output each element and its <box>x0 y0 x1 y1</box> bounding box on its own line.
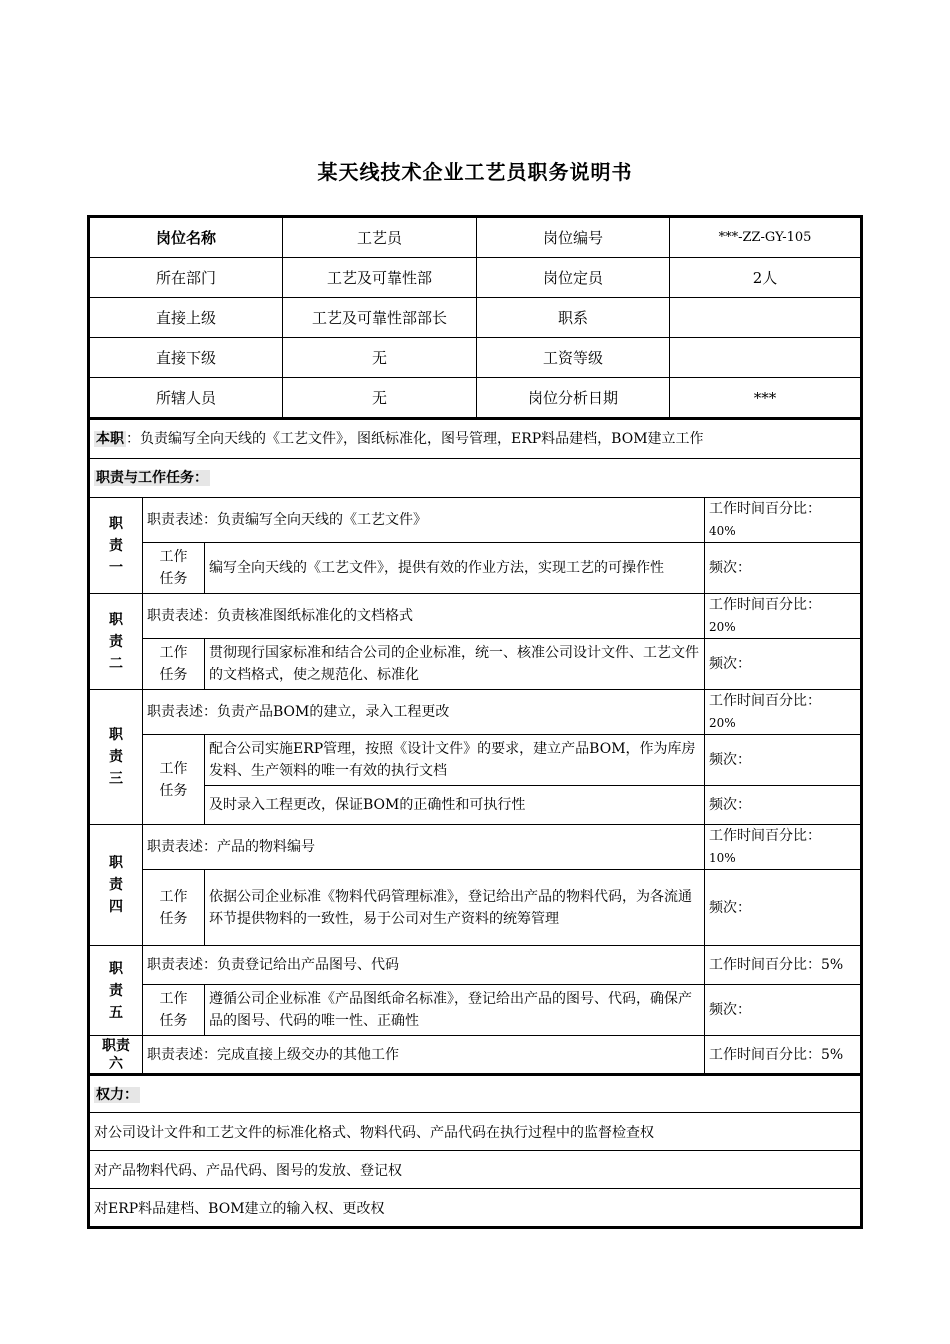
power-item-2: 对产品物料代码、产品代码、图号的发放、登记权 <box>90 1151 861 1189</box>
duty-3-desc-row <box>90 690 861 735</box>
duty-3-description: 职责表述：负责产品BOM的建立，录入工程更改 <box>143 690 705 735</box>
duties-heading-row <box>90 459 861 498</box>
duties-table <box>89 418 861 1074</box>
duty-5-task-frequency: 频次： <box>705 985 861 1036</box>
power-heading-cell <box>90 1075 861 1113</box>
department-label: 所在部门 <box>90 258 283 298</box>
duty-1-desc-row <box>90 498 861 543</box>
duty-2-time-percent: 工作时间百分比： 20% <box>705 594 861 639</box>
summary-label: 本职 <box>96 431 124 447</box>
duty-4-desc-row <box>90 825 861 870</box>
power-item-3: 对ERP料品建档、BOM建立的输入权、更改权 <box>90 1189 861 1227</box>
duty-5-task-label: 工作 任务 <box>143 985 205 1036</box>
duties-heading-cell <box>90 459 861 498</box>
headcount-label: 岗位定员 <box>477 258 670 298</box>
info-row-superior <box>90 298 861 338</box>
duty-3-time-percent: 工作时间百分比： 20% <box>705 690 861 735</box>
position-code-label: 岗位编号 <box>477 218 670 258</box>
duty-2-desc-row <box>90 594 861 639</box>
superior-value: 工艺及可靠性部部长 <box>283 298 477 338</box>
duty-5-time-percent: 工作时间百分比：5% <box>705 946 861 985</box>
duty-2-description: 职责表述：负责核准图纸标准化的文档格式 <box>143 594 705 639</box>
analysis-date-value: *** <box>670 378 861 418</box>
analysis-date-label: 岗位分析日期 <box>477 378 670 418</box>
duty-6-label: 职责 六 <box>90 1036 143 1074</box>
duty-2-task-row <box>90 639 861 690</box>
salary-grade-value <box>670 338 861 378</box>
duty-2-task-label: 工作 任务 <box>143 639 205 690</box>
power-item-1: 对公司设计文件和工艺文件的标准化格式、物料代码、产品代码在执行过程中的监督检查权 <box>90 1113 861 1151</box>
duty-1-task-label: 工作 任务 <box>143 543 205 594</box>
duty-3-task-2-text: 及时录入工程更改，保证BOM的正确性和可执行性 <box>205 786 705 825</box>
duty-1-label: 职 责 一 <box>90 498 143 594</box>
duty-6-row <box>90 1036 861 1074</box>
duty-1-task-frequency: 频次： <box>705 543 861 594</box>
subordinate-value: 无 <box>283 338 477 378</box>
power-item-3-row <box>90 1189 861 1227</box>
staff-value: 无 <box>283 378 477 418</box>
duty-2-task-text: 贯彻现行国家标准和结合公司的企业标准，统一、核准公司设计文件、工艺文件的文档格式，使之规范化、标准化 <box>205 639 705 690</box>
job-description-sheet <box>87 215 863 1229</box>
duty-5-task-row <box>90 985 861 1036</box>
position-name-value: 工艺员 <box>283 218 477 258</box>
duty-4-label: 职 责 四 <box>90 825 143 946</box>
duty-5-description: 职责表述：负责登记给出产品图号、代码 <box>143 946 705 985</box>
duty-5-label: 职 责 五 <box>90 946 143 1036</box>
duty-2-label: 职 责 二 <box>90 594 143 690</box>
duty-1-time-percent: 工作时间百分比： 40% <box>705 498 861 543</box>
position-info-table <box>89 217 861 418</box>
duty-4-time-percent: 工作时间百分比： 10% <box>705 825 861 870</box>
duty-3-task-1-frequency: 频次： <box>705 735 861 786</box>
duty-5-task-text: 遵循公司企业标准《产品图纸命名标准》，登记给出产品的图号、代码，确保产品的图号、代码的唯一性、正确性 <box>205 985 705 1036</box>
position-name-label: 岗位名称 <box>90 218 283 258</box>
power-table <box>89 1074 861 1227</box>
duty-1-task-text: 编写全向天线的《工艺文件》，提供有效的作业方法，实现工艺的可操作性 <box>205 543 705 594</box>
duty-3-task-row-1 <box>90 735 861 786</box>
superior-label: 直接上级 <box>90 298 283 338</box>
duty-2-task-frequency: 频次： <box>705 639 861 690</box>
summary-cell <box>90 419 861 459</box>
info-row-subordinate <box>90 338 861 378</box>
subordinate-label: 直接下级 <box>90 338 283 378</box>
summary-row <box>90 419 861 459</box>
duty-1-description: 职责表述：负责编写全向天线的《工艺文件》 <box>143 498 705 543</box>
duty-3-task-row-2 <box>90 786 861 825</box>
duty-4-task-row <box>90 870 861 946</box>
power-item-1-row <box>90 1113 861 1151</box>
staff-label: 所辖人员 <box>90 378 283 418</box>
duties-heading: 职责与工作任务： <box>96 470 208 486</box>
info-row-staff <box>90 378 861 418</box>
info-row-department <box>90 258 861 298</box>
duty-4-task-label: 工作 任务 <box>143 870 205 946</box>
power-heading: 权力： <box>96 1087 138 1103</box>
job-family-label: 职系 <box>477 298 670 338</box>
duty-3-task-2-frequency: 频次： <box>705 786 861 825</box>
position-code-value: ***-ZZ-GY-105 <box>670 218 861 258</box>
power-item-2-row <box>90 1151 861 1189</box>
duty-3-label: 职 责 三 <box>90 690 143 825</box>
duty-3-task-label: 工作 任务 <box>143 735 205 825</box>
duty-1-task-row <box>90 543 861 594</box>
job-family-value <box>670 298 861 338</box>
department-value: 工艺及可靠性部 <box>283 258 477 298</box>
duty-3-task-1-text: 配合公司实施ERP管理，按照《设计文件》的要求，建立产品BOM，作为库房发料、生产领料的唯一有效的执行文档 <box>205 735 705 786</box>
duty-4-description: 职责表述：产品的物料编号 <box>143 825 705 870</box>
duty-6-description: 职责表述：完成直接上级交办的其他工作 <box>143 1036 705 1074</box>
duty-6-time-percent: 工作时间百分比：5% <box>705 1036 861 1074</box>
duty-5-desc-row <box>90 946 861 985</box>
duty-4-task-frequency: 频次： <box>705 870 861 946</box>
summary-text: ：负责编写全向天线的《工艺文件》，图纸标准化，图号管理，ERP料品建档，BOM建立工作 <box>126 431 704 447</box>
duty-4-task-text: 依据公司企业标准《物料代码管理标准》，登记给出产品的物料代码，为各流通环节提供物料的一致性，易于公司对生产资料的统筹管理 <box>205 870 705 946</box>
headcount-value: 2人 <box>670 258 861 298</box>
document-title: 某天线技术企业工艺员职务说明书 <box>317 160 633 184</box>
info-row-position <box>90 218 861 258</box>
power-heading-row <box>90 1075 861 1113</box>
salary-grade-label: 工资等级 <box>477 338 670 378</box>
